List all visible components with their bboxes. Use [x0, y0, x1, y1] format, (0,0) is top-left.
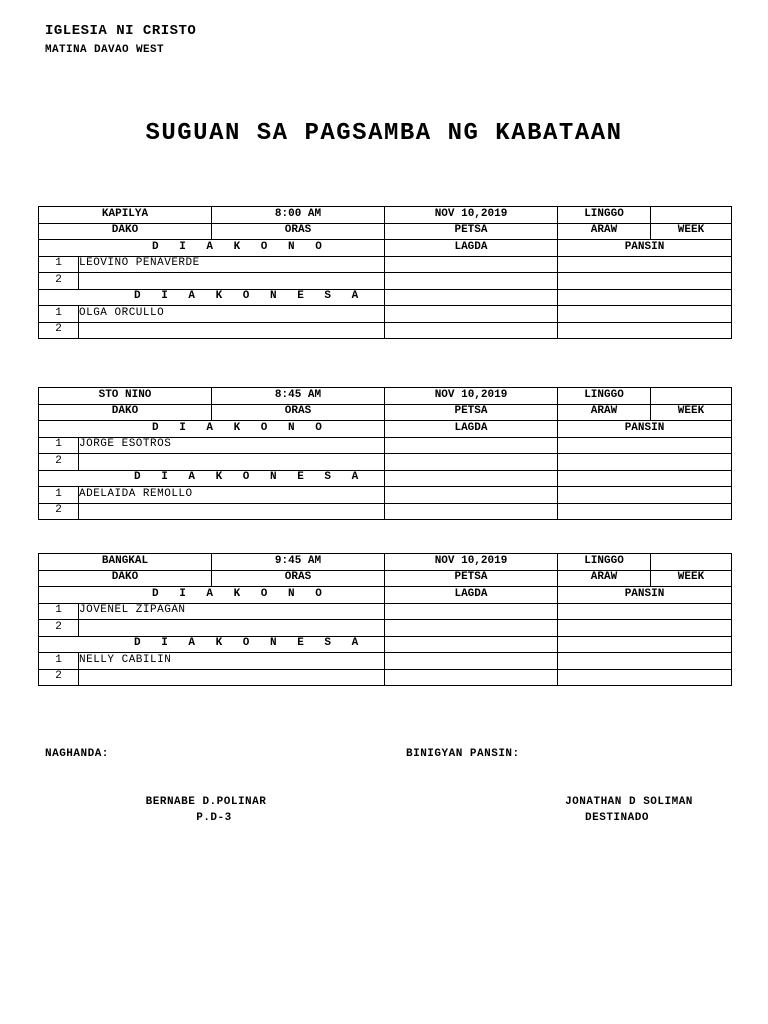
noted-by-title: DESTINADO	[585, 812, 649, 824]
diakonesa-name: OLGA ORCULLO	[79, 306, 385, 323]
pansin-label: PANSIN	[558, 240, 732, 257]
schedule-label-row	[39, 223, 732, 240]
schedule-label-row	[39, 404, 732, 421]
pansin-cell	[558, 306, 732, 323]
week-label: WEEK	[651, 223, 732, 240]
pansin-label: PANSIN	[558, 587, 732, 604]
diakono-row	[39, 603, 732, 620]
document-title: SUGUAN SA PAGSAMBA NG KABATAAN	[145, 120, 623, 147]
lagda-cell	[385, 669, 558, 686]
pansin-cell	[558, 503, 732, 520]
diakono-heading: D I A K O N O	[39, 421, 385, 438]
schedule-info-row	[39, 388, 732, 405]
prepared-by-title: P.D-3	[196, 812, 232, 824]
day-cell: LINGGO	[558, 554, 651, 571]
week-cell	[651, 207, 732, 224]
row-number: 2	[39, 273, 79, 290]
diakono-row	[39, 620, 732, 637]
row-number: 2	[39, 669, 79, 686]
pansin-cell	[558, 256, 732, 273]
lagda-cell	[385, 289, 558, 306]
lagda-cell	[385, 470, 558, 487]
week-cell	[651, 388, 732, 405]
diakonesa-heading: D I A K O N E S A	[39, 470, 385, 487]
petsa-label: PETSA	[385, 223, 558, 240]
diakonesa-name	[79, 322, 385, 339]
time-cell: 8:45 AM	[212, 388, 385, 405]
place-cell: KAPILYA	[39, 207, 212, 224]
diakono-name	[79, 273, 385, 290]
diakono-name: JOVENEL ZIPAGAN	[79, 603, 385, 620]
oras-label: ORAS	[212, 223, 385, 240]
araw-label: ARAW	[558, 570, 651, 587]
lagda-cell	[385, 503, 558, 520]
lagda-label: LAGDA	[385, 240, 558, 257]
lagda-cell	[385, 454, 558, 471]
dako-label: DAKO	[39, 223, 212, 240]
diakono-heading: D I A K O N O	[39, 587, 385, 604]
oras-label: ORAS	[212, 404, 385, 421]
lagda-cell	[385, 256, 558, 273]
diakonesa-name	[79, 503, 385, 520]
dako-label: DAKO	[39, 570, 212, 587]
lagda-cell	[385, 437, 558, 454]
row-number: 2	[39, 322, 79, 339]
organization-name: IGLESIA NI CRISTO	[45, 23, 197, 39]
pansin-cell	[558, 487, 732, 504]
lagda-label: LAGDA	[385, 587, 558, 604]
oras-label: ORAS	[212, 570, 385, 587]
place-cell: BANGKAL	[39, 554, 212, 571]
pansin-cell	[558, 669, 732, 686]
place-cell: STO NINO	[39, 388, 212, 405]
lagda-cell	[385, 636, 558, 653]
lagda-cell	[385, 273, 558, 290]
schedule-info-row	[39, 554, 732, 571]
date-cell: NOV 10,2019	[385, 554, 558, 571]
diakono-header-row	[39, 421, 732, 438]
lagda-cell	[385, 620, 558, 637]
row-number: 1	[39, 437, 79, 454]
lagda-cell	[385, 306, 558, 323]
pansin-cell	[558, 454, 732, 471]
diakono-header-row	[39, 240, 732, 257]
row-number: 2	[39, 620, 79, 637]
diakonesa-header-row	[39, 636, 732, 653]
row-number: 2	[39, 454, 79, 471]
diakono-name: LEOVINO PENAVERDE	[79, 256, 385, 273]
week-label: WEEK	[651, 570, 732, 587]
araw-label: ARAW	[558, 223, 651, 240]
noted-by-label: BINIGYAN PANSIN:	[406, 748, 520, 760]
row-number: 1	[39, 487, 79, 504]
diakonesa-header-row	[39, 289, 732, 306]
day-cell: LINGGO	[558, 388, 651, 405]
diakono-row	[39, 273, 732, 290]
row-number: 1	[39, 256, 79, 273]
schedule-table	[38, 553, 732, 686]
pansin-cell	[558, 273, 732, 290]
diakonesa-row	[39, 322, 732, 339]
diakonesa-row	[39, 306, 732, 323]
time-cell: 9:45 AM	[212, 554, 385, 571]
prepared-by-label: NAGHANDA:	[45, 748, 109, 760]
date-cell: NOV 10,2019	[385, 388, 558, 405]
petsa-label: PETSA	[385, 570, 558, 587]
date-cell: NOV 10,2019	[385, 207, 558, 224]
week-cell	[651, 554, 732, 571]
diakonesa-name	[79, 669, 385, 686]
diakonesa-heading: D I A K O N E S A	[39, 289, 385, 306]
diakonesa-row	[39, 503, 732, 520]
diakonesa-name: ADELAIDA REMOLLO	[79, 487, 385, 504]
diakono-row	[39, 437, 732, 454]
prepared-by-name: BERNABE D.POLINAR	[145, 796, 267, 808]
petsa-label: PETSA	[385, 404, 558, 421]
schedule-info-row	[39, 207, 732, 224]
pansin-label: PANSIN	[558, 421, 732, 438]
diakono-heading: D I A K O N O	[39, 240, 385, 257]
araw-label: ARAW	[558, 404, 651, 421]
pansin-cell	[558, 289, 732, 306]
diakonesa-row	[39, 669, 732, 686]
row-number: 1	[39, 653, 79, 670]
diakonesa-header-row	[39, 470, 732, 487]
pansin-cell	[558, 603, 732, 620]
pansin-cell	[558, 470, 732, 487]
row-number: 2	[39, 503, 79, 520]
diakono-row	[39, 256, 732, 273]
schedule-label-row	[39, 570, 732, 587]
lagda-cell	[385, 322, 558, 339]
schedule-table	[38, 387, 732, 520]
diakono-header-row	[39, 587, 732, 604]
week-label: WEEK	[651, 404, 732, 421]
diakono-name	[79, 454, 385, 471]
dako-label: DAKO	[39, 404, 212, 421]
lagda-cell	[385, 487, 558, 504]
pansin-cell	[558, 437, 732, 454]
diakonesa-heading: D I A K O N E S A	[39, 636, 385, 653]
locale-name: MATINA DAVAO WEST	[45, 44, 165, 56]
lagda-cell	[385, 653, 558, 670]
diakono-row	[39, 454, 732, 471]
pansin-cell	[558, 653, 732, 670]
lagda-label: LAGDA	[385, 421, 558, 438]
pansin-cell	[558, 322, 732, 339]
row-number: 1	[39, 306, 79, 323]
diakono-name: JORGE ESOTROS	[79, 437, 385, 454]
day-cell: LINGGO	[558, 207, 651, 224]
diakono-name	[79, 620, 385, 637]
pansin-cell	[558, 620, 732, 637]
row-number: 1	[39, 603, 79, 620]
time-cell: 8:00 AM	[212, 207, 385, 224]
diakonesa-row	[39, 653, 732, 670]
diakonesa-name: NELLY CABILIN	[79, 653, 385, 670]
noted-by-name: JONATHAN D SOLIMAN	[565, 796, 693, 808]
pansin-cell	[558, 636, 732, 653]
schedule-table	[38, 206, 732, 339]
diakonesa-row	[39, 487, 732, 504]
lagda-cell	[385, 603, 558, 620]
